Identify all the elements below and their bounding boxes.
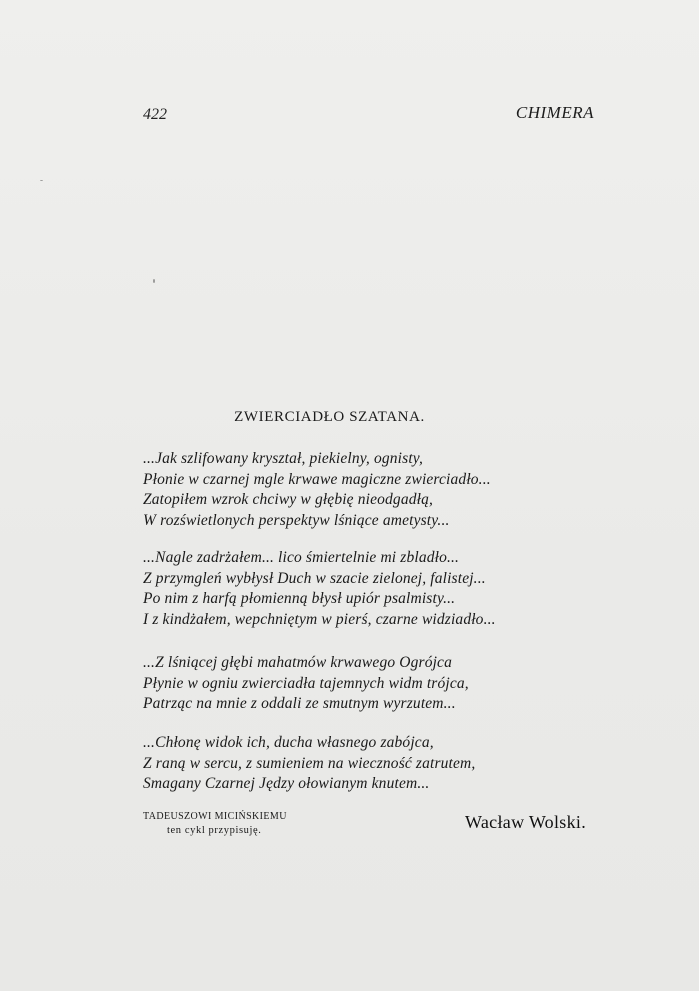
page-number: 422 — [143, 106, 167, 123]
verse-line: I z kindżałem, wepchniętym w pierś, czarne widziadło... — [143, 610, 496, 628]
verse-line: Z przymgleń wybłysł Duch w szacie zielonej, falistej... — [143, 569, 486, 587]
verse-line: Zatopiłem wzrok chciwy w głębię nieodgadłą, — [143, 491, 434, 508]
stanza-3 — [143, 653, 603, 715]
dedication-recipient: TADEUSZOWI MICIŃSKIEMU — [143, 811, 287, 822]
stanza-1 — [143, 449, 603, 531]
ink-speck — [40, 180, 43, 181]
verse-line: Płonie w czarnej mgle krwawe magiczne zwierciadło... — [143, 470, 491, 488]
stanza-2 — [143, 548, 603, 630]
poem-title: ZWIERCIADŁO SZATANA. — [234, 409, 425, 425]
running-head-title: CHIMERA — [515, 103, 594, 122]
verse-line: Patrząc na mnie z oddali ze smutnym wyrzutem... — [143, 695, 456, 712]
verse-line: ...Z lśniącej głębi mahatmów krwawego Ogrójca — [143, 654, 452, 671]
verse-line: Smagany Czarnej Jędzy ołowianym knutem... — [143, 775, 430, 792]
dedication-text: ten cykl przypisuję. — [167, 825, 262, 836]
dedication — [143, 810, 287, 838]
stanza-4 — [143, 733, 603, 795]
verse-line: Z raną w sercu, z sumieniem na wieczność zatrutem, — [143, 754, 476, 772]
verse-line: ...Nagle zadrżałem... lico śmiertelnie mi zbladło... — [143, 549, 460, 566]
verse-line: Po nim z harfą płomienną błysł upiór psalmisty... — [143, 590, 456, 607]
verse-line: Płynie w ogniu zwierciadła tajemnych widm trójca, — [143, 674, 469, 692]
verse-line: W rozświetlonych perspektyw lśniące ametysty... — [143, 511, 450, 529]
ink-speck — [153, 279, 155, 283]
verse-line: ...Chłonę widok ich, ducha własnego zabójca, — [143, 734, 434, 751]
author-signature: Wacław Wolski. — [465, 812, 586, 832]
bleed-through-text — [405, 108, 409, 124]
verse-line: ...Jak szlifowany kryształ, piekielny, ognisty, — [143, 450, 423, 467]
